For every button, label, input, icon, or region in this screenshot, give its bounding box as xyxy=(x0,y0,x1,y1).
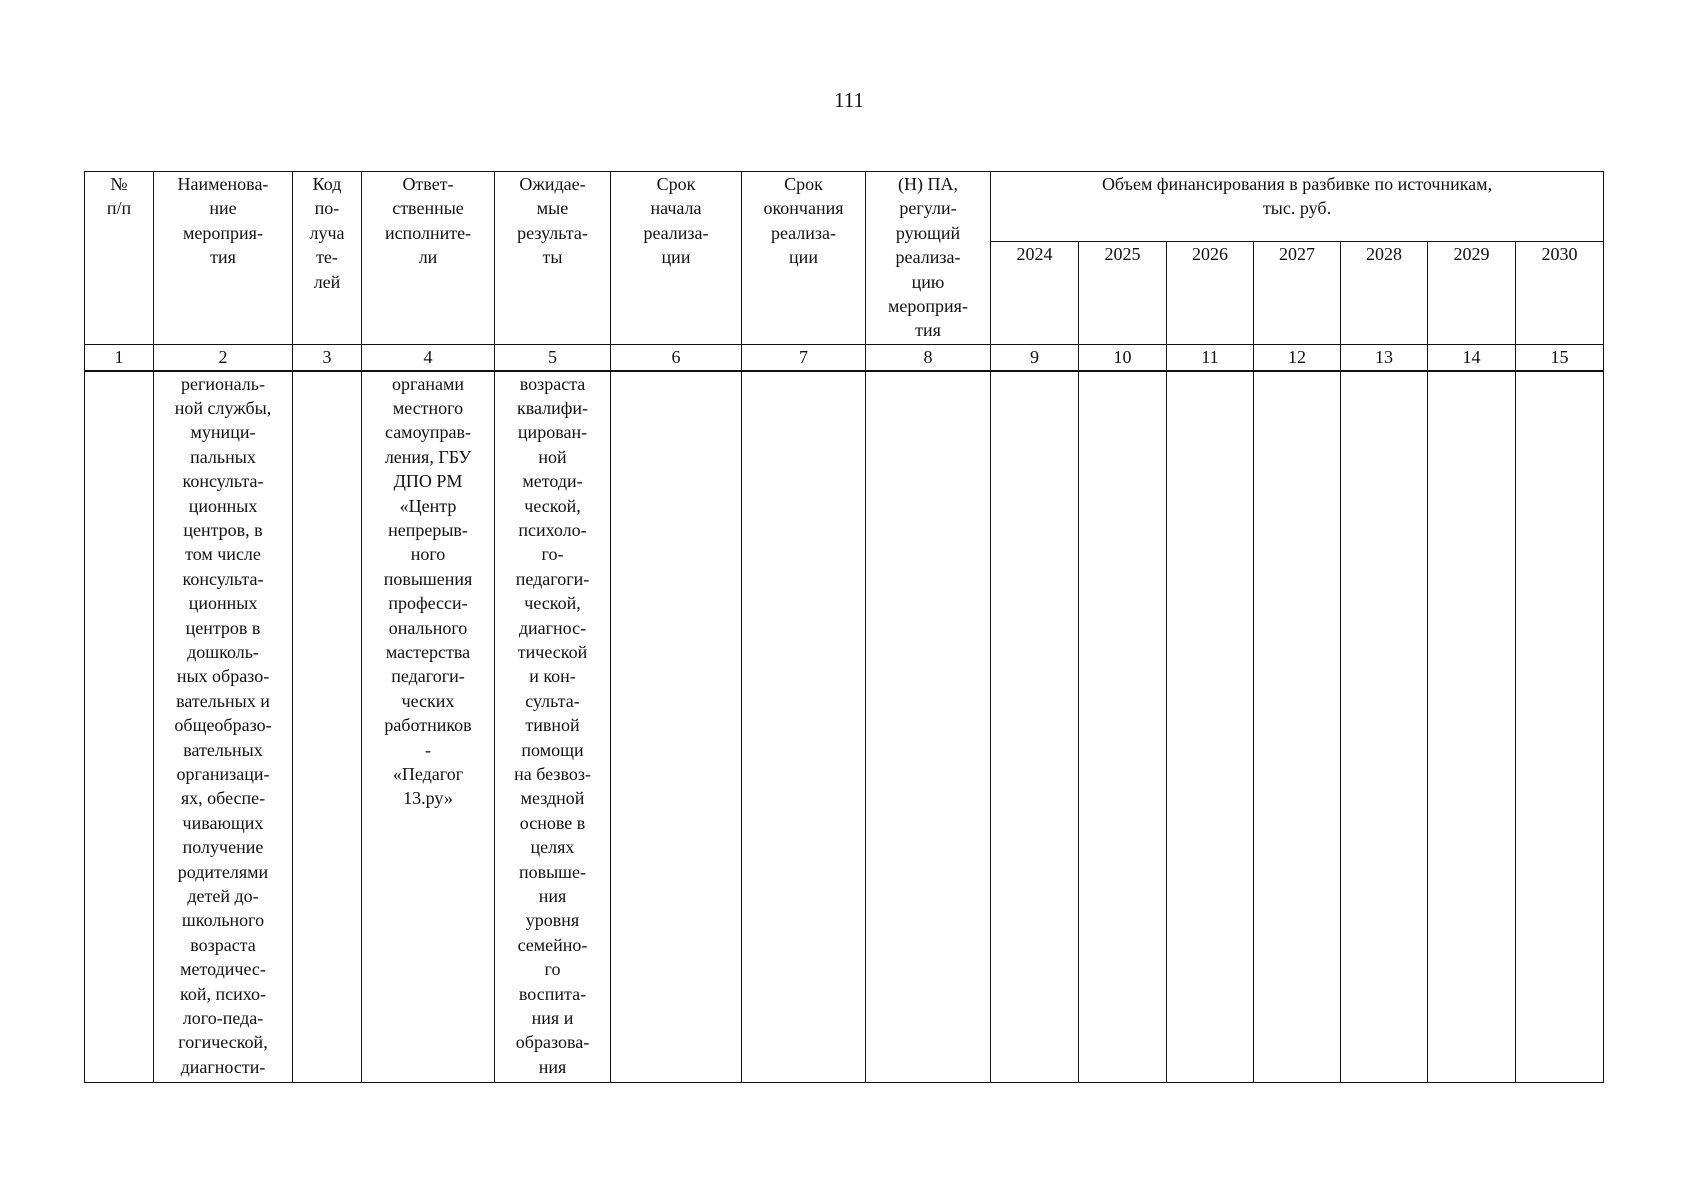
column-number: 12 xyxy=(1254,345,1341,371)
column-number: 4 xyxy=(362,345,495,371)
column-number: 6 xyxy=(611,345,742,371)
cell-funding-2024 xyxy=(991,371,1079,1083)
header-code: Код по- луча те- лей xyxy=(293,172,362,345)
header-row xyxy=(85,172,1604,242)
table-row xyxy=(85,371,1604,1083)
column-number: 5 xyxy=(495,345,611,371)
cell-start xyxy=(611,371,742,1083)
cell-funding-2030 xyxy=(1516,371,1604,1083)
cell-funding-2026 xyxy=(1167,371,1254,1083)
header-executors: Ответ- ственные исполните- ли xyxy=(362,172,495,345)
activities-table xyxy=(84,171,1604,1083)
header-num: № п/п xyxy=(85,172,154,345)
cell-num xyxy=(85,371,154,1083)
header-npa: (Н) ПА, регули- рующий реализа- цию мероприя- тия xyxy=(866,172,991,345)
column-number: 9 xyxy=(991,345,1079,371)
column-number: 11 xyxy=(1167,345,1254,371)
header-year-2029: 2029 xyxy=(1428,242,1516,345)
header-name: Наименова- ние мероприя- тия xyxy=(154,172,293,345)
header-funding: Объем финансирования в разбивке по источникам, тыс. руб. xyxy=(991,172,1604,242)
column-number: 15 xyxy=(1516,345,1604,371)
cell-npa xyxy=(866,371,991,1083)
cell-funding-2029 xyxy=(1428,371,1516,1083)
cell-name: региональ- ной службы, муници- пальных консульта- ционных центров, в том числе консульта- ционных центров в дошколь- ных образо- вательных и общеобразо- вательных организаци- ях, обеспе- чивающих получение родителями детей до- школьного возраста методичес- кой, психо- лого-педа- гогической, диагности- xyxy=(154,371,293,1083)
header-start: Срок начала реализа- ции xyxy=(611,172,742,345)
column-number-row xyxy=(85,345,1604,371)
column-number: 14 xyxy=(1428,345,1516,371)
column-number: 1 xyxy=(85,345,154,371)
header-year-2028: 2028 xyxy=(1341,242,1428,345)
header-year-2030: 2030 xyxy=(1516,242,1604,345)
column-number: 8 xyxy=(866,345,991,371)
column-number: 7 xyxy=(742,345,866,371)
header-year-2027: 2027 xyxy=(1254,242,1341,345)
cell-funding-2028 xyxy=(1341,371,1428,1083)
cell-end xyxy=(742,371,866,1083)
column-number: 2 xyxy=(154,345,293,371)
header-end: Срок окончания реализа- ции xyxy=(742,172,866,345)
cell-results: возраста квалифи- цирован- ной методи- ческой, психоло- го- педагоги- ческой, диагнос- тической и кон- сульта- тивной помощи на безвоз- мездной основе в целях повыше- ния уровня семейно- го воспита- ния и образова- ния xyxy=(495,371,611,1083)
column-number: 13 xyxy=(1341,345,1428,371)
page-number: 111 xyxy=(834,88,864,112)
cell-funding-2025 xyxy=(1079,371,1167,1083)
cell-code xyxy=(293,371,362,1083)
column-number: 10 xyxy=(1079,345,1167,371)
column-number: 3 xyxy=(293,345,362,371)
header-year-2026: 2026 xyxy=(1167,242,1254,345)
header-results: Ожидае- мые результа- ты xyxy=(495,172,611,345)
cell-funding-2027 xyxy=(1254,371,1341,1083)
header-year-2025: 2025 xyxy=(1079,242,1167,345)
cell-executors: органами местного самоуправ- ления, ГБУ ДПО РМ «Центр непрерыв- ного повышения професси- онального мастерства педагоги- ческих работников - «Педагог 13.ру» xyxy=(362,371,495,1083)
header-year-2024: 2024 xyxy=(991,242,1079,345)
